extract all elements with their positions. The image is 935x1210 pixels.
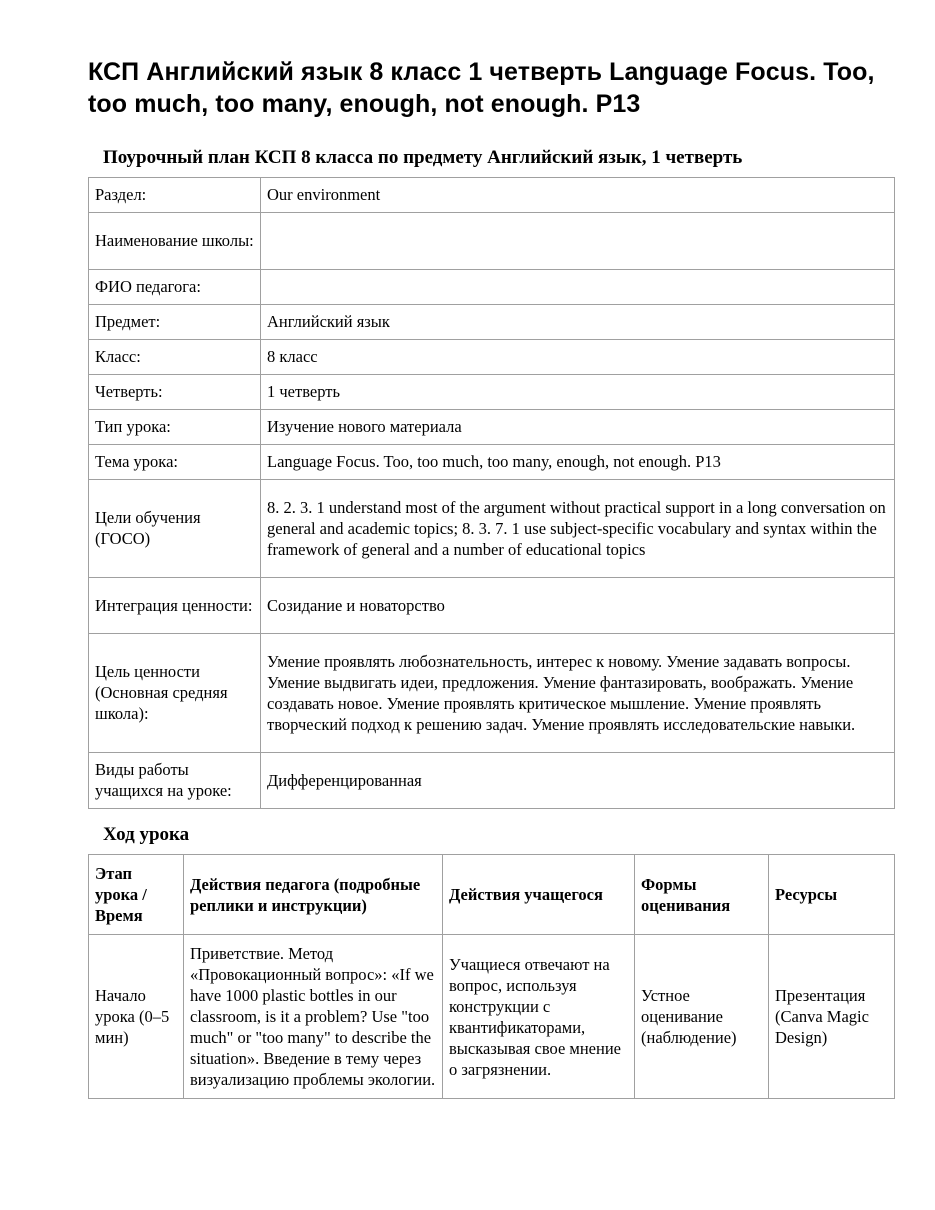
row-value: Созидание и новаторство: [261, 578, 895, 634]
table-row: [89, 340, 895, 375]
student-actions-cell: Учащиеся отвечают на вопрос, используя конструкции с квантификаторами, высказывая свое мнение о загрязнении.: [443, 935, 635, 1099]
table-row: [89, 480, 895, 578]
row-value: 1 четверть: [261, 375, 895, 410]
row-label: ФИО педагога:: [89, 270, 261, 305]
row-label: Раздел:: [89, 178, 261, 213]
row-label: Класс:: [89, 340, 261, 375]
row-value: Language Focus. Too, too much, too many, enough, not enough. P13: [261, 445, 895, 480]
teacher-actions-cell: Приветствие. Метод «Провокационный вопрос»: «If we have 1000 plastic bottles in our classroom, is it a problem? Use "too much" or "too many" to describe the situation». Введение в тему через визуализацию проблемы экологии.: [184, 935, 443, 1099]
lesson-info-table: [88, 177, 895, 809]
table-row: [89, 445, 895, 480]
row-label: Интеграция ценности:: [89, 578, 261, 634]
table-header-row: [89, 855, 895, 935]
table-row: [89, 375, 895, 410]
table-row: [89, 213, 895, 270]
table-row: [89, 578, 895, 634]
document-page: [88, 56, 894, 1099]
plan-heading: Поурочный план КСП 8 класса по предмету Английский язык, 1 четверть: [103, 147, 743, 168]
row-value: Дифференцированная: [261, 753, 895, 809]
stage-cell: Начало урока (0–5 мин): [89, 935, 184, 1099]
row-value: Our environment: [261, 178, 895, 213]
table-row: [89, 410, 895, 445]
row-label: Тип урока:: [89, 410, 261, 445]
document-title: КСП Английский язык 8 класс 1 четверть Language Focus. Too, too much, too many, enough, not enough. P13: [88, 58, 875, 118]
table-row: [89, 753, 895, 809]
header-student-actions: Действия учащегося: [443, 855, 635, 935]
header-assessment: Формы оценивания: [635, 855, 769, 935]
row-label: Цели обучения (ГОСО): [89, 480, 261, 578]
resources-cell: Презентация (Canva Magic Design): [769, 935, 895, 1099]
course-heading: Ход урока: [103, 824, 190, 845]
header-stage: Этап урока / Время: [89, 855, 184, 935]
header-resources: Ресурсы: [769, 855, 895, 935]
table-row: [89, 634, 895, 753]
row-value: Английский язык: [261, 305, 895, 340]
header-teacher-actions: Действия педагога (подробные реплики и инструкции): [184, 855, 443, 935]
row-value: 8. 2. 3. 1 understand most of the argument without practical support in a long conversation on general and academic topics; 8. 3. 7. 1 use subject-specific vocabulary and syntax within the framework of general and a number of educational topics: [261, 480, 895, 578]
row-value: 8 класс: [261, 340, 895, 375]
row-value: [261, 213, 895, 270]
row-label: Четверть:: [89, 375, 261, 410]
assessment-cell: Устное оценивание (наблюдение): [635, 935, 769, 1099]
table-row: [89, 935, 895, 1099]
row-label: Цель ценности (Основная средняя школа):: [89, 634, 261, 753]
table-row: [89, 305, 895, 340]
lesson-course-table: [88, 854, 895, 1099]
row-label: Тема урока:: [89, 445, 261, 480]
row-value: Умение проявлять любознательность, интерес к новому. Умение задавать вопросы. Умение выдвигать идеи, предложения. Умение фантазировать, воображать. Умение создавать новое. Умение проявлять критическое мышление. Умение проявлять творческий подход к решению задач. Умение проявлять исследовательские навыки.: [261, 634, 895, 753]
row-label: Виды работы учащихся на уроке:: [89, 753, 261, 809]
table-row: [89, 270, 895, 305]
table-row: [89, 178, 895, 213]
row-value: Изучение нового материала: [261, 410, 895, 445]
row-label: Наименование школы:: [89, 213, 261, 270]
row-label: Предмет:: [89, 305, 261, 340]
row-value: [261, 270, 895, 305]
